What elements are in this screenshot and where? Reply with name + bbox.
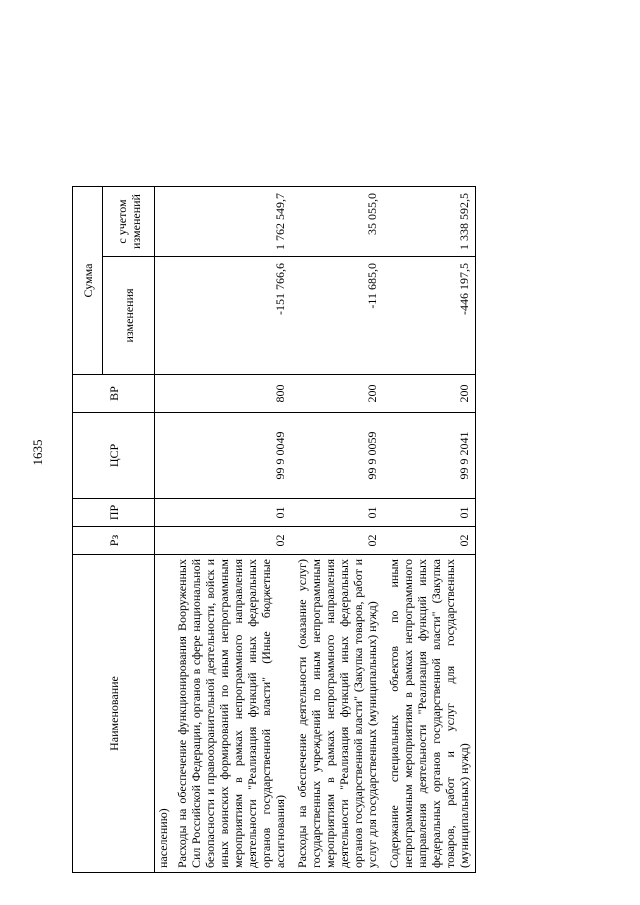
header-csr: ЦСР bbox=[73, 413, 155, 499]
header-rz: Рз bbox=[73, 527, 155, 555]
header-pr: ПР bbox=[73, 499, 155, 527]
row-rz: 02 bbox=[291, 527, 383, 555]
row-csr: 99 9 0049 bbox=[171, 413, 291, 499]
header-name: Наименование bbox=[73, 555, 155, 873]
budget-table bbox=[72, 186, 476, 873]
row-pr: 01 bbox=[291, 499, 383, 527]
continuation-text: населению) bbox=[155, 555, 172, 873]
row-total: 35 055,0 bbox=[291, 187, 383, 257]
row-pr: 01 bbox=[383, 499, 476, 527]
row-pr: 01 bbox=[171, 499, 291, 527]
row-change: -446 197,5 bbox=[383, 257, 476, 375]
row-rz: 02 bbox=[383, 527, 476, 555]
row-name: Расходы на обеспечение деятельности (оказание услуг) государственных учреждений по иным непрограммным мероприятиям в рамках непрограммного направления деятельности "Реализация функций иных федеральных органов государственной власти" (Закупка товаров, работ и услуг для государственных (муниципальных) нужд) bbox=[291, 555, 383, 873]
row-vr: 200 bbox=[383, 375, 476, 413]
row-vr: 800 bbox=[171, 375, 291, 413]
row-csr: 99 9 2041 bbox=[383, 413, 476, 499]
row-csr: 99 9 0059 bbox=[291, 413, 383, 499]
page-number: 1635 bbox=[30, 439, 45, 466]
row-change: -11 685,0 bbox=[291, 257, 383, 375]
table-row-continuation bbox=[155, 187, 172, 873]
header-vr: ВР bbox=[73, 375, 155, 413]
row-name: Содержание специальных объектов по иным непрограммным мероприятиям в рамках непрограммного направления деятельности "Реализация функций иных федеральных органов государственной власти" (Закупка товаров, работ и услуг для государственных (муниципальных) нужд) bbox=[383, 555, 476, 873]
row-total: 1 762 549,7 bbox=[171, 187, 291, 257]
table-row bbox=[383, 187, 476, 873]
row-name: Расходы на обеспечение функционирования Вооруженных Сил Российской Федерации, органов в сфере национальной безопасности и правоохранительной деятельности, войск и иных воинских формирований по иным непрограммным мероприятиям в рамках непрограммного направления деятельности "Реализация функций иных федеральных органов государственной власти" (Иные бюджетные ассигнования) bbox=[171, 555, 291, 873]
row-rz: 02 bbox=[171, 527, 291, 555]
header-change: изменения bbox=[103, 257, 155, 375]
header-sum: Сумма bbox=[73, 187, 103, 375]
row-vr: 200 bbox=[291, 375, 383, 413]
row-total: 1 338 592,5 bbox=[383, 187, 476, 257]
table-row bbox=[171, 187, 291, 873]
table-row bbox=[291, 187, 383, 873]
row-change: -151 766,6 bbox=[171, 257, 291, 375]
header-with-change: с учетом изменений bbox=[103, 187, 155, 257]
